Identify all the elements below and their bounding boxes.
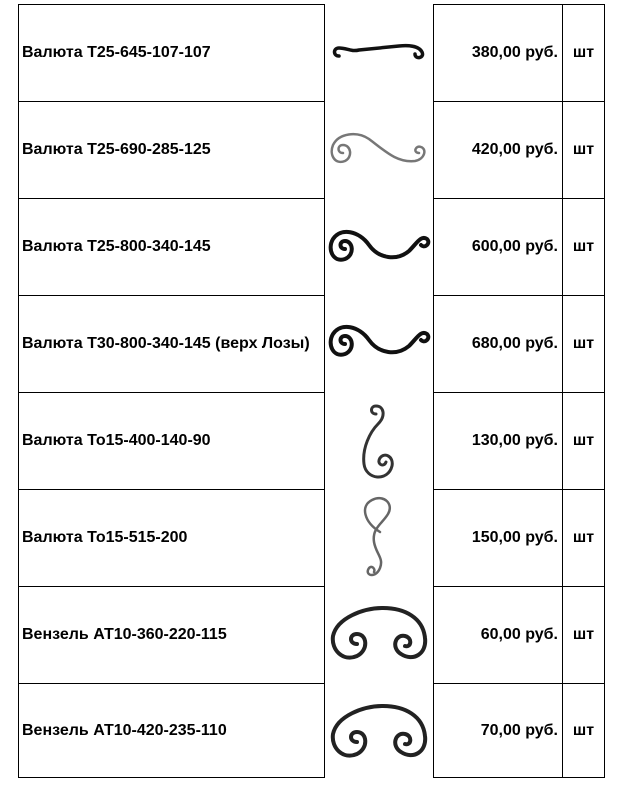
product-name-cell xyxy=(18,392,325,490)
product-name: Валюта Т30-800-340-145 (верх Лозы) xyxy=(22,335,310,352)
price: 150,00 руб. xyxy=(471,529,558,546)
price-cell xyxy=(433,4,563,102)
unit-cell xyxy=(563,4,605,102)
unit: шт xyxy=(572,721,595,739)
price: 380,00 руб. xyxy=(471,44,558,61)
price-cell xyxy=(433,198,563,296)
monogram-scroll-icon xyxy=(327,600,431,670)
product-image-cell xyxy=(325,4,433,101)
thin-scroll-icon xyxy=(329,38,429,68)
product-name-cell xyxy=(18,586,325,684)
unit: шт xyxy=(572,335,595,352)
product-name: Валюта Т25-800-340-145 xyxy=(22,238,211,255)
vertical-loop-scroll-icon xyxy=(354,492,404,584)
product-image-cell xyxy=(325,295,433,392)
product-name-cell xyxy=(18,683,325,778)
table-row xyxy=(0,489,636,586)
unit: шт xyxy=(572,529,595,546)
unit: шт xyxy=(572,141,595,158)
unit-cell xyxy=(563,295,605,393)
product-image-cell xyxy=(325,489,433,586)
unit: шт xyxy=(572,44,595,61)
product-image-cell xyxy=(325,101,433,198)
price-cell xyxy=(433,392,563,490)
vertical-scroll-icon xyxy=(354,396,404,486)
unit-cell xyxy=(563,489,605,587)
product-name: Валюта Т25-645-107-107 xyxy=(22,44,211,61)
table-row xyxy=(0,101,636,198)
unit: шт xyxy=(572,432,595,449)
s-scroll-thick-icon xyxy=(327,221,431,273)
product-name-cell xyxy=(18,295,325,393)
price: 130,00 руб. xyxy=(471,432,558,449)
price-cell xyxy=(433,489,563,587)
table-row xyxy=(0,198,636,295)
product-image-cell xyxy=(325,586,433,683)
unit-cell xyxy=(563,586,605,684)
table-row xyxy=(0,683,636,780)
price: 70,00 руб. xyxy=(480,721,558,739)
price: 420,00 руб. xyxy=(471,141,558,158)
product-image-cell xyxy=(325,198,433,295)
table-row xyxy=(0,586,636,683)
product-image-cell xyxy=(325,392,433,489)
price: 680,00 руб. xyxy=(471,335,558,352)
table-row xyxy=(0,392,636,489)
unit-cell xyxy=(563,392,605,490)
product-name: Вензель АТ10-360-220-115 xyxy=(22,626,227,643)
product-name: Валюта Т25-690-285-125 xyxy=(22,141,211,158)
s-scroll-thick-icon xyxy=(327,318,431,370)
product-name: Вензель АТ10-420-235-110 xyxy=(22,721,227,739)
product-name-cell xyxy=(18,489,325,587)
product-name: Валюта То15-515-200 xyxy=(22,529,188,546)
monogram-scroll-icon xyxy=(327,696,431,766)
unit: шт xyxy=(572,626,595,643)
unit-cell xyxy=(563,683,605,778)
price-cell xyxy=(433,586,563,684)
table-row xyxy=(0,4,636,101)
product-image-cell xyxy=(325,683,433,778)
product-name-cell xyxy=(18,101,325,199)
price: 60,00 руб. xyxy=(480,626,558,643)
unit-cell xyxy=(563,198,605,296)
table-row xyxy=(0,295,636,392)
price-cell xyxy=(433,101,563,199)
price: 600,00 руб. xyxy=(471,238,558,255)
product-name: Валюта То15-400-140-90 xyxy=(22,432,211,449)
product-name-cell xyxy=(18,4,325,102)
s-scroll-icon xyxy=(327,125,431,175)
unit-cell xyxy=(563,101,605,199)
product-name-cell xyxy=(18,198,325,296)
price-cell xyxy=(433,683,563,778)
price-cell xyxy=(433,295,563,393)
unit: шт xyxy=(572,238,595,255)
